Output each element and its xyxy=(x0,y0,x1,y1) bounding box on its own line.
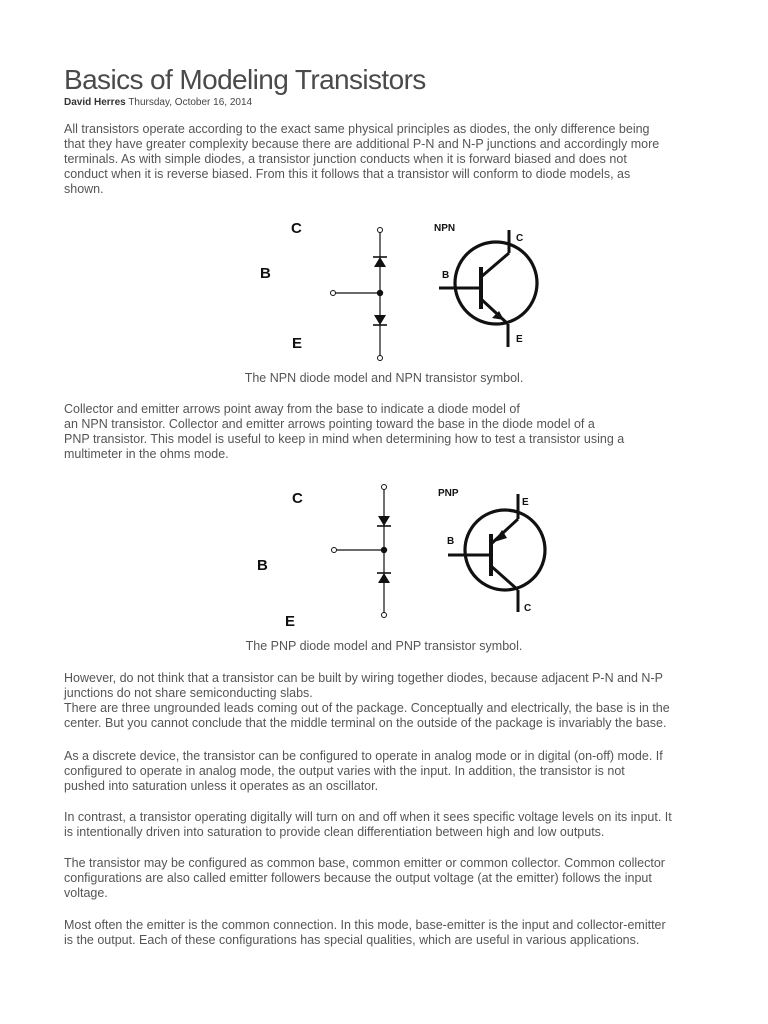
model-collector-label: C xyxy=(292,490,303,507)
diode-down-icon xyxy=(374,315,386,325)
symbol-type-label: NPN xyxy=(434,223,456,234)
figure-caption-pnp: The PNP diode model and PNP transistor symbol. xyxy=(245,639,523,653)
collector-terminal xyxy=(382,485,387,490)
text-line: center. But you cannot conclude that the middle terminal on the outside of the package is invariably the base. xyxy=(64,716,667,730)
symbol-type-label: PNP xyxy=(438,488,459,499)
emitter-terminal xyxy=(382,613,387,618)
figure-caption-npn: The NPN diode model and NPN transistor symbol. xyxy=(244,371,524,385)
text-line: that they have greater complexity because there are additional P-N and N-P junctions and accordingly more xyxy=(64,137,660,151)
text-line: configurations are also called emitter followers because the output voltage (at the emitter) follows the input xyxy=(64,871,652,885)
junction-dot xyxy=(377,290,383,296)
model-base-label: B xyxy=(260,265,271,282)
base-terminal xyxy=(332,548,337,553)
text-line: PNP transistor. This model is useful to keep in mind when determining how to test a transistor using a xyxy=(64,432,625,446)
text-line: pushed into saturation unless it operates as an oscillator. xyxy=(64,779,379,793)
model-emitter-label: E xyxy=(285,613,296,630)
text-line: multimeter in the ohms mode. xyxy=(64,447,229,461)
symbol-base-label: B xyxy=(447,536,455,547)
symbol-collector-label: C xyxy=(516,233,524,244)
diode-up-icon xyxy=(374,257,386,267)
text-line: However, do not think that a transistor can be built by wiring together diodes, because adjacent P-N and N-P xyxy=(64,671,663,685)
text-line: junctions do not share semiconducting slabs. xyxy=(64,686,313,700)
collector-leg xyxy=(491,566,518,590)
text-line: The transistor may be configured as common base, common emitter or common collector. Common collector xyxy=(64,856,665,870)
text-line: Most often the emitter is the common connection. In this mode, base-emitter is the input and collector-emitter xyxy=(64,918,666,932)
text-line: is the output. Each of these configurations has special qualities, which are useful in various applications. xyxy=(64,933,640,947)
diode-up-icon xyxy=(378,573,390,583)
author-name[interactable]: David Herres xyxy=(64,97,126,108)
npn-diode-model xyxy=(260,220,387,361)
publish-date: Thursday, October 16, 2014 xyxy=(128,97,253,108)
paragraph-digital-mode xyxy=(64,810,712,840)
model-emitter-label: E xyxy=(292,335,303,352)
byline xyxy=(64,97,252,108)
text-line: configured to operate in analog mode, the output varies with the input. In addition, the transistor is not xyxy=(64,764,625,778)
model-collector-label: C xyxy=(291,220,302,237)
text-line: terminals. As with simple diodes, a transistor junction conducts when it is forward biased and does not xyxy=(64,152,627,166)
symbol-collector-label: C xyxy=(524,603,532,614)
text-line: All transistors operate according to the exact same physical principles as diodes, the only difference being xyxy=(64,122,650,136)
emitter-terminal xyxy=(378,356,383,361)
symbol-base-label: B xyxy=(442,270,450,281)
text-line: shown. xyxy=(64,182,104,196)
page-title: Basics of Modeling Transistors xyxy=(64,64,426,95)
text-line: voltage. xyxy=(64,886,108,900)
symbol-emitter-label: E xyxy=(522,497,529,508)
symbol-emitter-label: E xyxy=(516,334,523,345)
paragraph-diode-model xyxy=(64,402,712,462)
paragraph-configurations xyxy=(64,856,712,901)
model-base-label: B xyxy=(257,557,268,574)
paragraph-leads xyxy=(64,671,712,731)
junction-dot xyxy=(381,547,387,553)
emitter-leg xyxy=(491,519,518,544)
text-line: In contrast, a transistor operating digitally will turn on and off when it sees specific voltage levels on its input. It xyxy=(64,810,672,824)
text-line: is intentionally driven into saturation to provide clean differentiation between high and low outputs. xyxy=(64,825,605,839)
pnp-figure xyxy=(250,476,550,636)
text-line: There are three ungrounded leads coming out of the package. Conceptually and electrically, the base is in the xyxy=(64,701,670,715)
diode-down-icon xyxy=(378,516,390,526)
collector-leg xyxy=(481,253,509,277)
paragraph-common-emitter xyxy=(64,918,712,948)
collector-terminal xyxy=(378,228,383,233)
emitter-leg xyxy=(481,299,508,324)
text-line: an NPN transistor. Collector and emitter arrows pointing toward the base in the diode model of a xyxy=(64,417,595,431)
npn-figure xyxy=(250,210,550,370)
pnp-diode-model xyxy=(257,485,391,631)
text-line: As a discrete device, the transistor can be configured to operate in analog mode or in digital (on-off) mode. If xyxy=(64,749,663,763)
text-line: conduct when it is reverse biased. From this it follows that a transistor will conform to diode models, as xyxy=(64,167,631,181)
pnp-transistor-symbol xyxy=(438,488,545,614)
text-line: Collector and emitter arrows point away from the base to indicate a diode model of xyxy=(64,402,520,416)
paragraph-intro xyxy=(64,122,712,197)
paragraph-analog-mode xyxy=(64,749,712,794)
base-terminal xyxy=(331,291,336,296)
npn-transistor-symbol xyxy=(434,223,537,347)
